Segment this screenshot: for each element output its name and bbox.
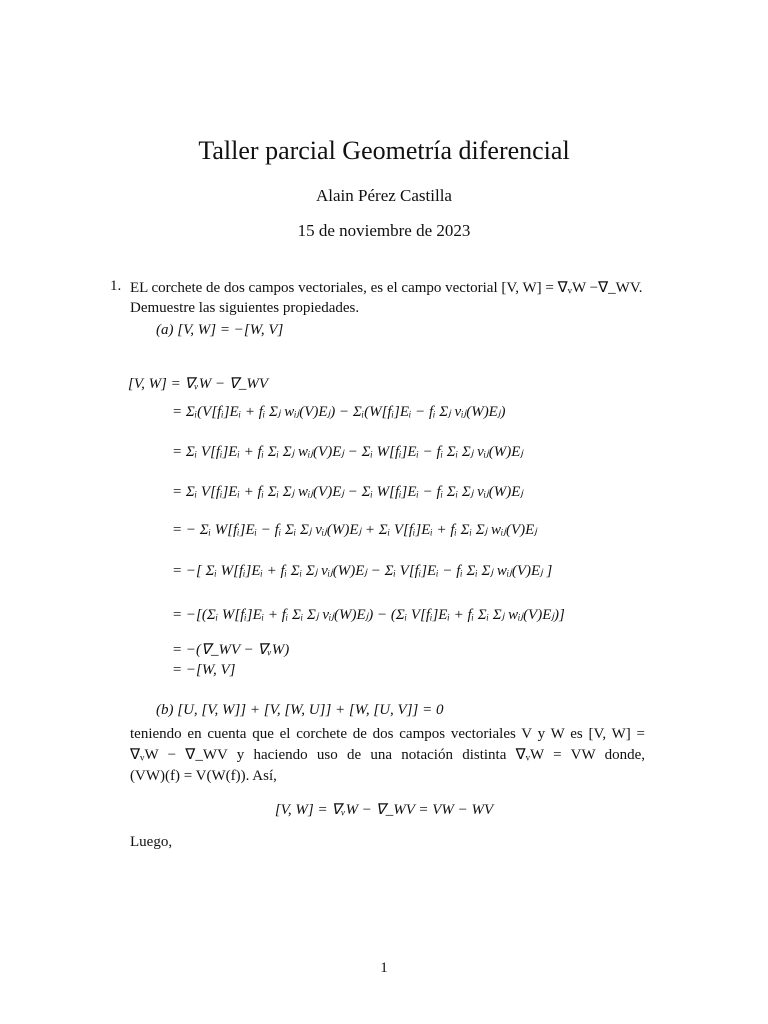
luego-text: Luego, xyxy=(130,834,173,850)
derivation-line: = Σᵢ(V[fᵢ]Eᵢ + fᵢ Σⱼ wᵢⱼ(V)Eⱼ) − Σᵢ(W[fᵢ]Eᵢ − fᵢ Σⱼ vᵢⱼ(W)Eⱼ) xyxy=(172,404,506,420)
bracket-identity-equation: [V, W] = ∇ᵥW − ∇_WV = VW − WV xyxy=(274,802,494,818)
derivation-line: = −(∇_WV − ∇ᵥW) xyxy=(172,642,290,658)
part-a-label: (a) [V, W] = −[W, V] xyxy=(156,322,284,338)
derivation-line: = Σᵢ V[fᵢ]Eᵢ + fᵢ Σᵢ Σⱼ wᵢⱼ(V)Eⱼ − Σᵢ W[fᵢ]Eᵢ − fᵢ Σᵢ Σⱼ vᵢⱼ(W)Eⱼ xyxy=(172,444,524,460)
derivation-line: [V, W] = ∇ᵥW − ∇_WV xyxy=(128,376,269,392)
part-b-label: (b) [U, [V, W]] + [V, [W, U]] + [W, [U, V]] = 0 xyxy=(156,702,444,718)
derivation-line: = −[W, V] xyxy=(172,662,236,678)
derivation-line: = −[ Σᵢ W[fᵢ]Eᵢ + fᵢ Σᵢ Σⱼ vᵢⱼ(W)Eⱼ − Σᵢ V[fᵢ]Eᵢ − fᵢ Σᵢ Σⱼ wᵢⱼ(V)Eⱼ ] xyxy=(172,563,553,579)
document-title: Taller parcial Geometría diferencial xyxy=(198,136,570,165)
problem-statement-line-2: Demuestre las siguientes propiedades. xyxy=(130,300,360,316)
derivation-line: = Σᵢ V[fᵢ]Eᵢ + fᵢ Σᵢ Σⱼ wᵢⱼ(V)Eⱼ − Σᵢ W[fᵢ]Eᵢ − fᵢ Σᵢ Σⱼ vᵢⱼ(W)Eⱼ xyxy=(172,484,524,500)
document-author: Alain Pérez Castilla xyxy=(316,186,452,205)
page-number: 1 xyxy=(380,960,388,976)
derivation-line: = −[(Σᵢ W[fᵢ]Eᵢ + fᵢ Σᵢ Σⱼ vᵢⱼ(W)Eⱼ) − (Σᵢ V[fᵢ]Eᵢ + fᵢ Σᵢ Σⱼ wᵢⱼ(V)Eⱼ)] xyxy=(172,607,565,623)
part-b-text-line-3: (VW)(f) = V(W(f)). Así, xyxy=(130,768,277,784)
part-b-text-line-1: teniendo en cuenta que el corchete de dos campos vectoriales V y W es [V, W] = xyxy=(130,726,645,742)
derivation-line: = − Σᵢ W[fᵢ]Eᵢ − fᵢ Σᵢ Σⱼ vᵢⱼ(W)Eⱼ + Σᵢ V[fᵢ]Eᵢ + fᵢ Σᵢ Σⱼ wᵢⱼ(V)Eⱼ xyxy=(172,522,537,538)
document-date: 15 de noviembre de 2023 xyxy=(297,221,471,240)
part-b-text-line-2: ∇ᵥW − ∇_WV y haciendo uso de una notación distinta ∇ᵥW = VW donde, xyxy=(130,747,645,763)
problem-number: 1. xyxy=(110,278,122,294)
problem-statement-line-1: EL corchete de dos campos vectoriales, es el campo vectorial [V, W] = ∇ᵥW −∇_WV. xyxy=(130,280,643,296)
